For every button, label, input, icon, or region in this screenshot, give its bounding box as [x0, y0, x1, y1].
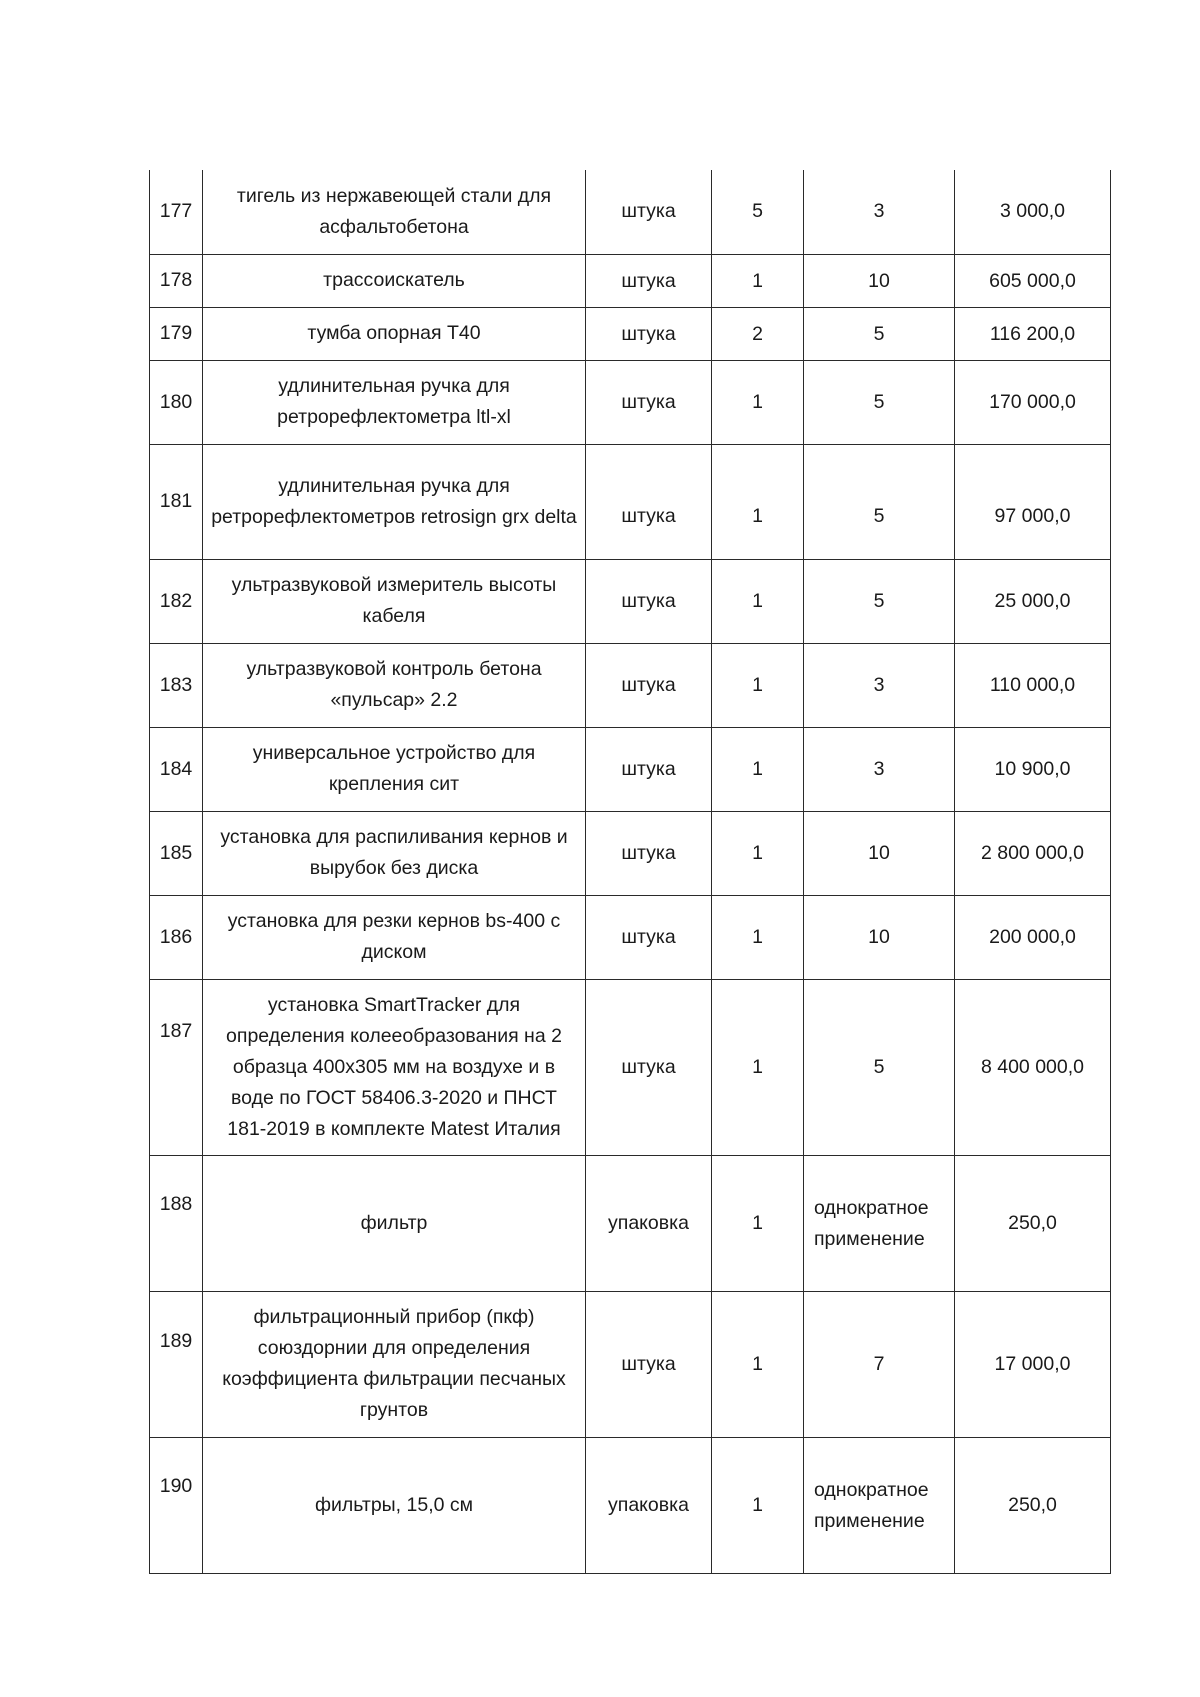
- item-quantity: 1: [712, 559, 804, 643]
- item-quantity: 1: [712, 643, 804, 727]
- table-row: [150, 360, 1111, 444]
- row-number: 186: [150, 895, 203, 979]
- item-price: 2 800 000,0: [955, 811, 1111, 895]
- row-number: 184: [150, 727, 203, 811]
- item-term: 5: [804, 979, 955, 1155]
- item-unit: штука: [586, 727, 712, 811]
- item-price: 170 000,0: [955, 360, 1111, 444]
- row-number: 190: [150, 1437, 203, 1573]
- item-unit: штука: [586, 979, 712, 1155]
- row-number: 179: [150, 307, 203, 360]
- item-unit: штука: [586, 559, 712, 643]
- row-number: 188: [150, 1155, 203, 1291]
- item-term: 7: [804, 1291, 955, 1437]
- row-number: 180: [150, 360, 203, 444]
- table-row: [150, 1291, 1111, 1437]
- item-price: 200 000,0: [955, 895, 1111, 979]
- item-name: фильтры, 15,0 см: [203, 1437, 586, 1573]
- item-unit: штука: [586, 307, 712, 360]
- item-unit: штука: [586, 811, 712, 895]
- row-number: 185: [150, 811, 203, 895]
- item-unit: штука: [586, 895, 712, 979]
- item-quantity: 1: [712, 979, 804, 1155]
- item-price: 250,0: [955, 1155, 1111, 1291]
- item-name: установка для распиливания кернов и вырубок без диска: [203, 811, 586, 895]
- table-row: [150, 727, 1111, 811]
- item-price: 110 000,0: [955, 643, 1111, 727]
- item-term: 5: [804, 444, 955, 559]
- item-term: однократное применение: [804, 1437, 955, 1573]
- item-unit: штука: [586, 1291, 712, 1437]
- item-unit: штука: [586, 254, 712, 307]
- item-unit: штука: [586, 643, 712, 727]
- item-term: 10: [804, 811, 955, 895]
- table-row: [150, 559, 1111, 643]
- item-unit: упаковка: [586, 1437, 712, 1573]
- item-name: фильтрационный прибор (пкф) союздорнии для определения коэффициента фильтрации песчаных грунтов: [203, 1291, 586, 1437]
- item-name: универсальное устройство для крепления сит: [203, 727, 586, 811]
- item-quantity: 5: [712, 170, 804, 254]
- table-row: [150, 643, 1111, 727]
- item-name: удлинительная ручка для ретрорефлектометра ltl-xl: [203, 360, 586, 444]
- item-term: 5: [804, 559, 955, 643]
- table-row: [150, 1155, 1111, 1291]
- item-price: 3 000,0: [955, 170, 1111, 254]
- row-number: 189: [150, 1291, 203, 1437]
- item-name: фильтр: [203, 1155, 586, 1291]
- item-price: 8 400 000,0: [955, 979, 1111, 1155]
- item-name: ультразвуковой контроль бетона «пульсар» 2.2: [203, 643, 586, 727]
- item-quantity: 1: [712, 727, 804, 811]
- item-term: 3: [804, 170, 955, 254]
- row-number: 187: [150, 979, 203, 1155]
- item-unit: упаковка: [586, 1155, 712, 1291]
- row-number: 183: [150, 643, 203, 727]
- item-quantity: 1: [712, 1437, 804, 1573]
- item-term: однократное применение: [804, 1155, 955, 1291]
- item-name: трассоискатель: [203, 254, 586, 307]
- item-price: 25 000,0: [955, 559, 1111, 643]
- item-unit: штука: [586, 170, 712, 254]
- item-quantity: 2: [712, 307, 804, 360]
- table-row: [150, 979, 1111, 1155]
- table-row: [150, 1437, 1111, 1573]
- item-name: установка для резки кернов bs-400 с диском: [203, 895, 586, 979]
- item-quantity: 1: [712, 811, 804, 895]
- table-row: [150, 254, 1111, 307]
- item-price: 250,0: [955, 1437, 1111, 1573]
- item-quantity: 1: [712, 444, 804, 559]
- item-price: 17 000,0: [955, 1291, 1111, 1437]
- item-price: 605 000,0: [955, 254, 1111, 307]
- item-name: ультразвуковой измеритель высоты кабеля: [203, 559, 586, 643]
- item-quantity: 1: [712, 1291, 804, 1437]
- item-term: 5: [804, 360, 955, 444]
- item-name: тигель из нержавеющей стали для асфальтобетона: [203, 170, 586, 254]
- item-price: 116 200,0: [955, 307, 1111, 360]
- item-term: 10: [804, 254, 955, 307]
- table-row: [150, 811, 1111, 895]
- item-unit: штука: [586, 444, 712, 559]
- table-row: [150, 170, 1111, 254]
- item-quantity: 1: [712, 360, 804, 444]
- table-row: [150, 895, 1111, 979]
- item-price: 97 000,0: [955, 444, 1111, 559]
- item-term: 3: [804, 643, 955, 727]
- item-name: установка SmartTracker для определения колееобразования на 2 образца 400х305 мм на воздухе и в воде по ГОСТ 58406.3-2020 и ПНСТ 181-2019 в комплекте Matest Италия: [203, 979, 586, 1155]
- row-number: 177: [150, 170, 203, 254]
- row-number: 182: [150, 559, 203, 643]
- item-quantity: 1: [712, 254, 804, 307]
- item-name: удлинительная ручка для ретрорефлектометров retrosign grx delta: [203, 444, 586, 559]
- item-quantity: 1: [712, 1155, 804, 1291]
- item-price: 10 900,0: [955, 727, 1111, 811]
- table-row: [150, 444, 1111, 559]
- row-number: 178: [150, 254, 203, 307]
- table-row: [150, 307, 1111, 360]
- item-term: 5: [804, 307, 955, 360]
- item-term: 10: [804, 895, 955, 979]
- item-name: тумба опорная Т40: [203, 307, 586, 360]
- item-term: 3: [804, 727, 955, 811]
- item-unit: штука: [586, 360, 712, 444]
- row-number: 181: [150, 444, 203, 559]
- item-quantity: 1: [712, 895, 804, 979]
- equipment-table: [149, 170, 1111, 1574]
